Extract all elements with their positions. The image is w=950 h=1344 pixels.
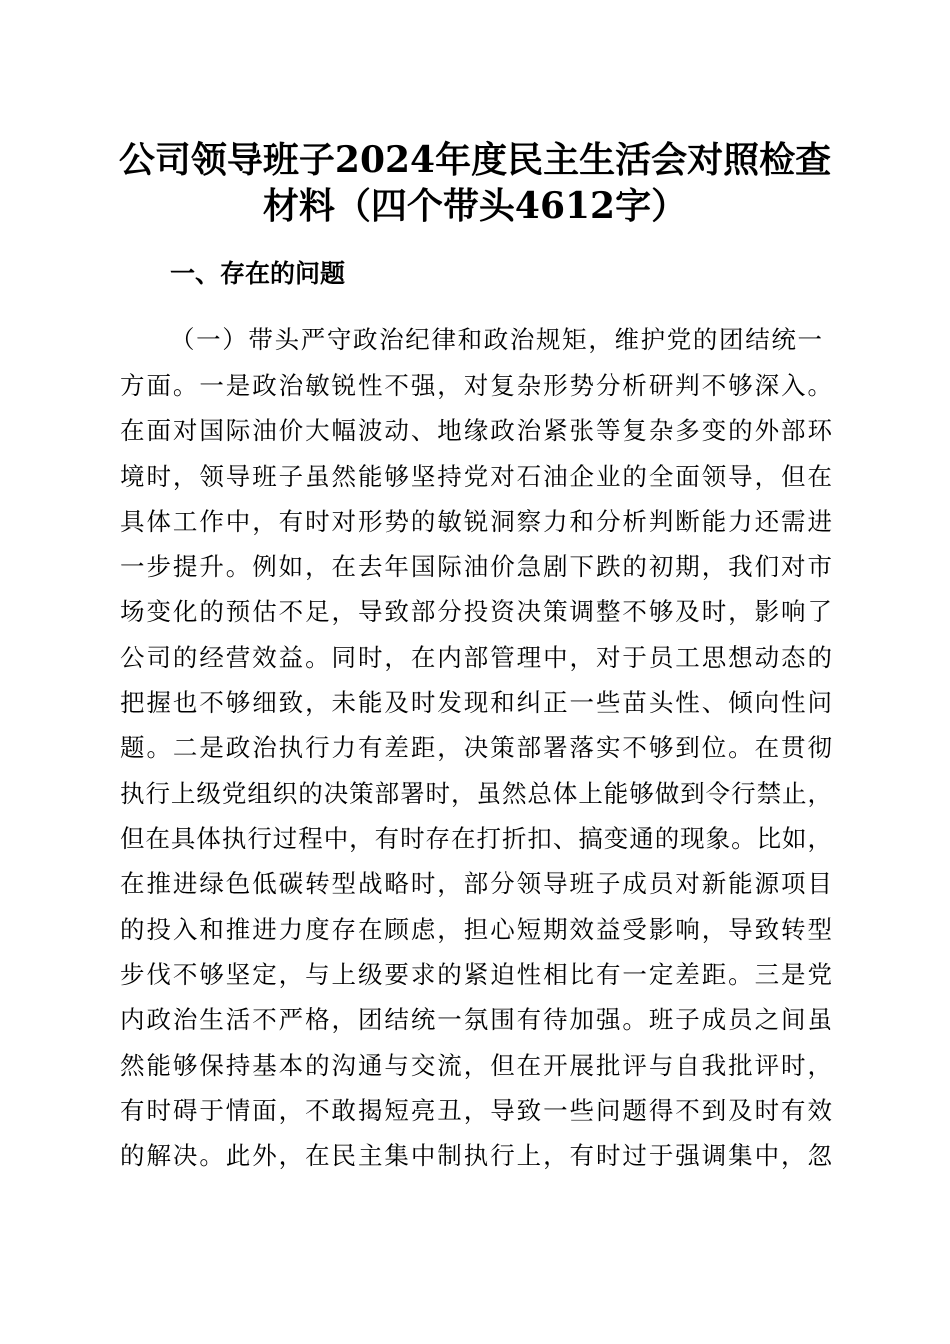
document-title-line-1: 公司领导班子2024年度民主生活会对照检查 [118,139,832,181]
body-line: 内政治生活不严格，团结统一氛围有待加强。班子成员之间虽 [120,1005,832,1034]
body-line: 具体工作中，有时对形势的敏锐洞察力和分析判断能力还需进 [120,507,832,536]
body-line: 一步提升。例如，在去年国际油价急剧下跌的初期，我们对市 [120,552,832,581]
body-line: 的投入和推进力度存在顾虑，担心短期效益受影响，导致转型 [120,915,832,944]
body-line: 方面。一是政治敏锐性不强，对复杂形势分析研判不够深入。 [120,371,832,400]
body-line: 把握也不够细致，未能及时发现和纠正一些苗头性、倾向性问 [120,688,832,717]
body-line: 有时碍于情面，不敢揭短亮丑，导致一些问题得不到及时有效 [120,1096,832,1125]
body-line: 的解决。此外，在民主集中制执行上，有时过于强调集中，忽 [120,1141,832,1170]
body-line: 然能够保持基本的沟通与交流，但在开展批评与自我批评时， [120,1051,832,1080]
body-line: 公司的经营效益。同时，在内部管理中，对于员工思想动态的 [120,643,832,672]
section-heading: 一、存在的问题 [170,259,346,288]
body-line: 执行上级党组织的决策部署时，虽然总体上能够做到令行禁止， [120,779,832,808]
body-line: 在面对国际油价大幅波动、地缘政治紧张等复杂多变的外部环 [120,416,832,445]
body-line: （一）带头严守政治纪律和政治规矩，维护党的团结统一 [170,325,822,354]
body-line: 但在具体执行过程中，有时存在打折扣、搞变通的现象。比如， [120,824,832,853]
body-line: 场变化的预估不足，导致部分投资决策调整不够及时，影响了 [120,597,832,626]
body-line: 步伐不够坚定，与上级要求的紧迫性相比有一定差距。三是党 [120,960,832,989]
body-line: 在推进绿色低碳转型战略时，部分领导班子成员对新能源项目 [120,869,832,898]
document-title-line-2: 材料（四个带头4612字） [262,185,688,227]
body-line: 题。二是政治执行力有差距，决策部署落实不够到位。在贯彻 [120,733,832,762]
body-line: 境时，领导班子虽然能够坚持党对石油企业的全面领导，但在 [120,462,832,491]
